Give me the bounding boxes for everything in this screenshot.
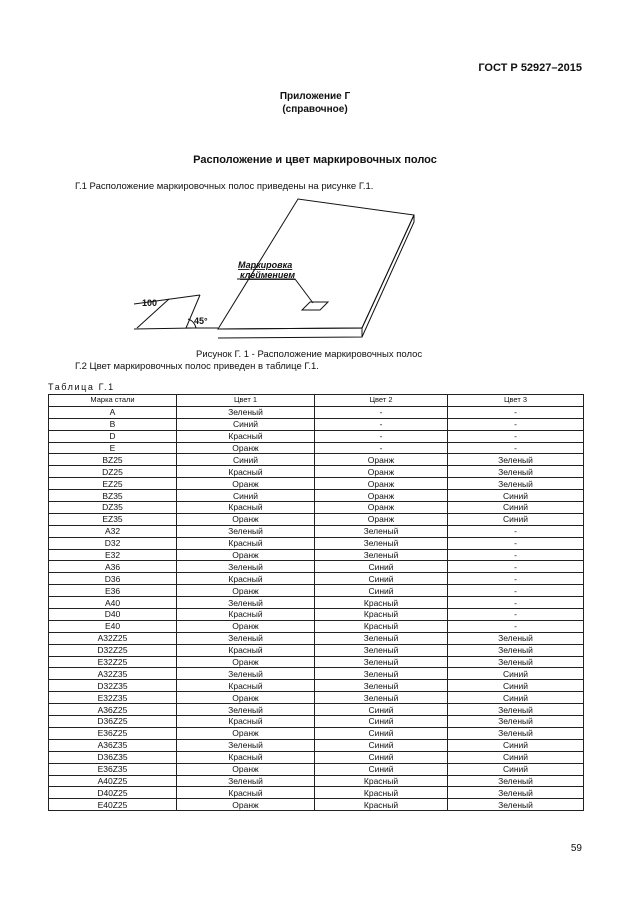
cell-color-3: Зеленый — [448, 656, 584, 668]
cell-color-3: - — [448, 549, 584, 561]
cell-color-2: Синий — [315, 763, 448, 775]
cell-steel-grade: E36 — [49, 585, 177, 597]
cell-color-3: Зеленый — [448, 466, 584, 478]
cell-color-3: Зеленый — [448, 799, 584, 811]
cell-color-3: - — [448, 561, 584, 573]
cell-color-3: - — [448, 430, 584, 442]
cell-steel-grade: A40Z25 — [49, 775, 177, 787]
cell-color-1: Оранж — [177, 549, 315, 561]
cell-color-3: - — [448, 573, 584, 585]
table-row — [49, 668, 584, 680]
cell-color-1: Красный — [177, 609, 315, 621]
cell-color-2: Синий — [315, 739, 448, 751]
cell-steel-grade: A36Z35 — [49, 739, 177, 751]
cell-color-3: Зеленый — [448, 787, 584, 799]
cell-color-3: Синий — [448, 668, 584, 680]
cell-color-1: Красный — [177, 644, 315, 656]
cell-steel-grade: A36Z25 — [49, 704, 177, 716]
cell-color-2: Красный — [315, 787, 448, 799]
table-row — [49, 478, 584, 490]
table-row — [49, 680, 584, 692]
cell-color-2: Синий — [315, 585, 448, 597]
cell-color-2: Оранж — [315, 502, 448, 514]
cell-color-1: Красный — [177, 502, 315, 514]
cell-steel-grade: B — [49, 418, 177, 430]
cell-color-3: - — [448, 585, 584, 597]
cell-color-2: Зеленый — [315, 656, 448, 668]
cell-color-1: Красный — [177, 751, 315, 763]
table-row — [49, 430, 584, 442]
cell-color-2: Красный — [315, 620, 448, 632]
table-row — [49, 799, 584, 811]
table-row — [49, 466, 584, 478]
figure-caption: Рисунок Г. 1 - Расположение маркировочных полос — [196, 349, 423, 360]
table-row — [49, 573, 584, 585]
cell-color-3: Зеленый — [448, 454, 584, 466]
cell-steel-grade: E40Z25 — [49, 799, 177, 811]
cell-steel-grade: D32Z35 — [49, 680, 177, 692]
cell-color-1: Зеленый — [177, 668, 315, 680]
cell-color-1: Оранж — [177, 727, 315, 739]
table-label: Таблица Г.1 — [48, 382, 115, 392]
cell-steel-grade: DZ25 — [49, 466, 177, 478]
appendix-title: Приложение Г — [279, 91, 351, 102]
cell-color-3: Зеленый — [448, 644, 584, 656]
header-steel-grade: Марка стали — [49, 395, 177, 407]
table-row — [49, 656, 584, 668]
cell-color-2: Оранж — [315, 466, 448, 478]
cell-color-2: Оранж — [315, 513, 448, 525]
cell-steel-grade: D40Z25 — [49, 787, 177, 799]
cell-color-3: - — [448, 609, 584, 621]
cell-color-3: - — [448, 597, 584, 609]
table-row — [49, 406, 584, 418]
cell-steel-grade: BZ35 — [49, 490, 177, 502]
cell-steel-grade: EZ25 — [49, 478, 177, 490]
cell-color-1: Красный — [177, 787, 315, 799]
marking-label-line2: клеймением — [240, 270, 296, 280]
cell-color-3: Зеленый — [448, 632, 584, 644]
cell-steel-grade: E32Z35 — [49, 692, 177, 704]
table-row — [49, 549, 584, 561]
cell-color-2: Синий — [315, 561, 448, 573]
cell-color-2: - — [315, 418, 448, 430]
cell-color-2: Зеленый — [315, 632, 448, 644]
cell-steel-grade: D40 — [49, 609, 177, 621]
cell-steel-grade: D32Z25 — [49, 644, 177, 656]
cell-color-2: Зеленый — [315, 644, 448, 656]
cell-color-2: - — [315, 406, 448, 418]
cell-color-1: Зеленый — [177, 597, 315, 609]
cell-steel-grade: E36Z25 — [49, 727, 177, 739]
cell-color-3: - — [448, 406, 584, 418]
table-body — [49, 406, 584, 810]
cell-color-2: Синий — [315, 727, 448, 739]
cell-color-3: Зеленый — [448, 716, 584, 728]
cell-color-3: - — [448, 620, 584, 632]
cell-steel-grade: E32 — [49, 549, 177, 561]
cell-color-3: - — [448, 537, 584, 549]
plate-right-edge — [362, 215, 414, 337]
cell-color-2: - — [315, 442, 448, 454]
cell-steel-grade: E — [49, 442, 177, 454]
table-row — [49, 775, 584, 787]
cell-color-2: Зеленый — [315, 525, 448, 537]
cell-steel-grade: DZ35 — [49, 502, 177, 514]
table-row — [49, 513, 584, 525]
angle-label: 45° — [194, 316, 208, 326]
paragraph-g2: Г.2 Цвет маркировочных полос приведен в таблице Г.1. — [75, 361, 319, 372]
table-row — [49, 763, 584, 775]
table-row — [49, 561, 584, 573]
cell-color-2: Зеленый — [315, 537, 448, 549]
cell-color-1: Зеленый — [177, 561, 315, 573]
table-row — [49, 609, 584, 621]
cell-color-1: Красный — [177, 537, 315, 549]
paragraph-g1: Г.1 Расположение маркировочных полос приведены на рисунке Г.1. — [75, 181, 374, 192]
table-row — [49, 787, 584, 799]
cell-color-3: Синий — [448, 739, 584, 751]
cell-steel-grade: A — [49, 406, 177, 418]
cell-color-3: Зеленый — [448, 727, 584, 739]
cell-color-1: Зеленый — [177, 704, 315, 716]
cell-color-3: Синий — [448, 490, 584, 502]
cell-color-1: Оранж — [177, 799, 315, 811]
header-color-3: Цвет 3 — [448, 395, 584, 407]
cell-steel-grade: A36 — [49, 561, 177, 573]
cell-color-2: Синий — [315, 704, 448, 716]
cell-color-2: Зеленый — [315, 692, 448, 704]
cell-steel-grade: BZ25 — [49, 454, 177, 466]
cell-color-1: Красный — [177, 573, 315, 585]
dimension-line-bottom — [134, 328, 194, 329]
cell-steel-grade: A32 — [49, 525, 177, 537]
cell-color-1: Зеленый — [177, 632, 315, 644]
cell-color-3: Синий — [448, 692, 584, 704]
cell-color-1: Синий — [177, 418, 315, 430]
header-color-1: Цвет 1 — [177, 395, 315, 407]
cell-steel-grade: E36Z35 — [49, 763, 177, 775]
table-row — [49, 704, 584, 716]
cell-color-1: Зеленый — [177, 525, 315, 537]
cell-steel-grade: A32Z25 — [49, 632, 177, 644]
cell-color-2: - — [315, 430, 448, 442]
cell-steel-grade: D36Z35 — [49, 751, 177, 763]
cell-color-2: Оранж — [315, 454, 448, 466]
cell-color-3: Синий — [448, 751, 584, 763]
cell-color-2: Зеленый — [315, 668, 448, 680]
cell-steel-grade: D36 — [49, 573, 177, 585]
table-row — [49, 739, 584, 751]
cell-color-2: Синий — [315, 751, 448, 763]
cell-steel-grade: D32 — [49, 537, 177, 549]
cell-color-3: Синий — [448, 763, 584, 775]
section-heading: Расположение и цвет маркировочных полос — [193, 154, 437, 166]
cell-color-3: Зеленый — [448, 775, 584, 787]
cell-color-1: Красный — [177, 680, 315, 692]
table-row — [49, 585, 584, 597]
marking-label-line1: Маркировка — [238, 260, 293, 270]
cell-color-1: Оранж — [177, 478, 315, 490]
cell-steel-grade: D36Z25 — [49, 716, 177, 728]
table-row — [49, 716, 584, 728]
cell-color-1: Зеленый — [177, 775, 315, 787]
cell-color-1: Красный — [177, 430, 315, 442]
dimension-label: 100 — [142, 298, 158, 308]
cell-steel-grade: E32Z25 — [49, 656, 177, 668]
cell-color-3: - — [448, 418, 584, 430]
table-row — [49, 502, 584, 514]
table-row — [49, 490, 584, 502]
appendix-subtitle: (справочное) — [282, 104, 348, 115]
cell-color-2: Красный — [315, 609, 448, 621]
table-row — [49, 525, 584, 537]
cell-color-2: Синий — [315, 716, 448, 728]
cell-color-1: Оранж — [177, 442, 315, 454]
table-header-row — [49, 395, 584, 407]
table-row — [49, 632, 584, 644]
cell-color-1: Оранж — [177, 585, 315, 597]
cell-steel-grade: A32Z35 — [49, 668, 177, 680]
cell-color-1: Оранж — [177, 656, 315, 668]
cell-color-3: Зеленый — [448, 478, 584, 490]
table-row — [49, 620, 584, 632]
cell-color-1: Красный — [177, 466, 315, 478]
cell-color-3: Зеленый — [448, 704, 584, 716]
cell-color-1: Зеленый — [177, 406, 315, 418]
cell-color-1: Оранж — [177, 620, 315, 632]
cell-color-3: Синий — [448, 513, 584, 525]
marking-color-table — [48, 394, 584, 811]
cell-color-1: Зеленый — [177, 739, 315, 751]
cell-color-2: Красный — [315, 775, 448, 787]
cell-color-1: Оранж — [177, 513, 315, 525]
table-row — [49, 442, 584, 454]
header-color-2: Цвет 2 — [315, 395, 448, 407]
plate-front-edge — [218, 328, 362, 338]
cell-color-2: Зеленый — [315, 680, 448, 692]
page-number: 59 — [570, 843, 582, 854]
table-row — [49, 454, 584, 466]
cell-color-2: Оранж — [315, 490, 448, 502]
cell-color-1: Синий — [177, 490, 315, 502]
cell-color-2: Красный — [315, 799, 448, 811]
cell-color-1: Оранж — [177, 763, 315, 775]
cell-color-1: Красный — [177, 716, 315, 728]
table-row — [49, 537, 584, 549]
table-row — [49, 644, 584, 656]
label-leader — [237, 279, 313, 303]
document-code: ГОСТ Р 52927–2015 — [478, 62, 582, 74]
table-row — [49, 597, 584, 609]
cell-color-3: - — [448, 442, 584, 454]
table-row — [49, 418, 584, 430]
cell-color-2: Синий — [315, 573, 448, 585]
cell-steel-grade: EZ35 — [49, 513, 177, 525]
cell-color-2: Оранж — [315, 478, 448, 490]
cell-steel-grade: D — [49, 430, 177, 442]
cell-color-2: Красный — [315, 597, 448, 609]
cell-steel-grade: A40 — [49, 597, 177, 609]
cell-steel-grade: E40 — [49, 620, 177, 632]
cell-color-3: Синий — [448, 680, 584, 692]
cell-color-1: Оранж — [177, 692, 315, 704]
cell-color-2: Зеленый — [315, 549, 448, 561]
marking-area — [302, 302, 328, 310]
table-row — [49, 692, 584, 704]
cell-color-1: Синий — [177, 454, 315, 466]
plate-diagram — [130, 195, 420, 345]
table-row — [49, 751, 584, 763]
cell-color-3: - — [448, 525, 584, 537]
cell-color-3: Синий — [448, 502, 584, 514]
table-row — [49, 727, 584, 739]
